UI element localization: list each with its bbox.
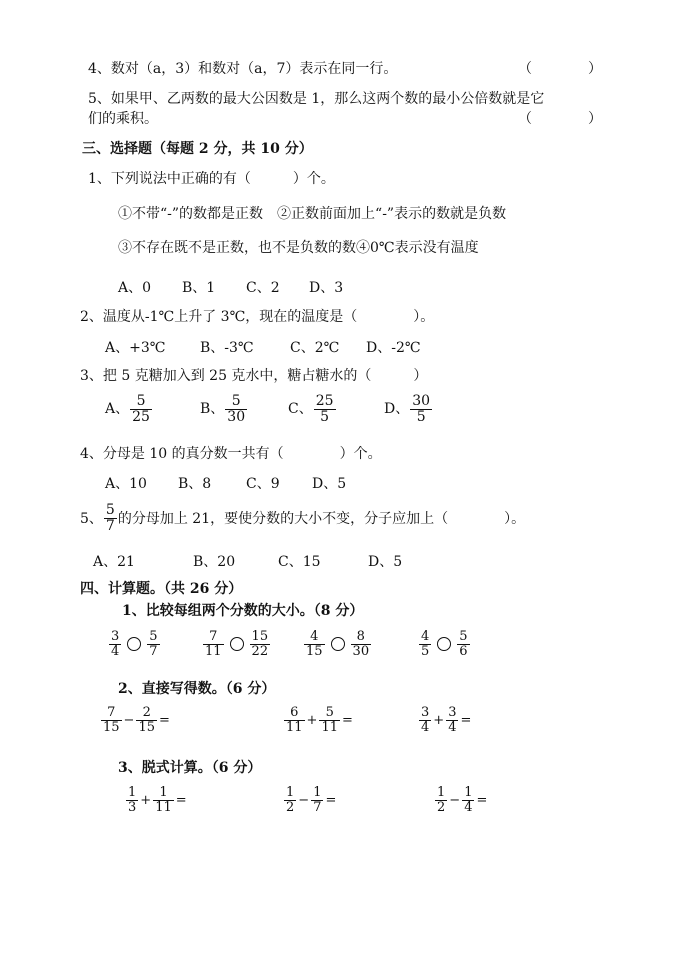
compare-pair-3 bbox=[303, 630, 372, 658]
compare-pair-1 bbox=[108, 630, 161, 658]
equals-sign: = bbox=[342, 712, 353, 728]
denominator: 7 bbox=[105, 517, 115, 534]
fraction bbox=[351, 630, 372, 658]
fraction bbox=[419, 630, 431, 658]
compare-circle[interactable] bbox=[230, 637, 244, 651]
equals-sign: = bbox=[476, 792, 488, 808]
option-label: A、 bbox=[105, 401, 130, 418]
denominator: 2 bbox=[286, 799, 295, 815]
choice-q1-option-a[interactable]: A、0 bbox=[118, 280, 152, 296]
denominator: 5 bbox=[421, 643, 430, 659]
fraction bbox=[446, 706, 458, 734]
numerator: 1 bbox=[313, 785, 322, 800]
fraction bbox=[153, 786, 174, 814]
choice-q5-option-b[interactable]: B、20 bbox=[193, 554, 236, 570]
choice-q5-stem: 的分母加上 21，要使分数的大小不变，分子应加上（ ）。 bbox=[117, 511, 526, 528]
option-label: B、 bbox=[200, 401, 225, 418]
fraction bbox=[225, 394, 247, 424]
choice-q1-option-c[interactable]: C、2 bbox=[246, 280, 280, 296]
choice-q2-stem: 2、温度从-1℃上升了 3℃，现在的温度是（ ）。 bbox=[80, 309, 435, 325]
compare-circle[interactable] bbox=[437, 637, 451, 651]
judge-q4-text: 4、数对（a，3）和数对（a，7）表示在同一行。 bbox=[88, 61, 398, 77]
stepwise-expr-3 bbox=[434, 786, 488, 814]
compare-circle[interactable] bbox=[127, 637, 141, 651]
denominator: 4 bbox=[448, 719, 457, 735]
denominator: 30 bbox=[227, 408, 246, 425]
denominator: 3 bbox=[128, 799, 137, 815]
section-choice-heading: 三、选择题（每题 2 分，共 10 分） bbox=[82, 141, 313, 157]
numerator: 4 bbox=[421, 629, 430, 644]
choice-q2-option-b[interactable]: B、-3℃ bbox=[200, 340, 254, 356]
operator: − bbox=[123, 712, 135, 728]
operator: − bbox=[298, 792, 310, 808]
fraction bbox=[126, 786, 138, 814]
choice-q1-option-d[interactable]: D、3 bbox=[309, 280, 344, 296]
denominator: 4 bbox=[421, 719, 430, 735]
denominator: 11 bbox=[286, 719, 303, 735]
judge-q5-answer-paren[interactable]: （ ） bbox=[518, 111, 602, 127]
choice-q4-option-b[interactable]: B、8 bbox=[178, 476, 212, 492]
numerator: 5 bbox=[105, 502, 115, 518]
fraction bbox=[101, 706, 122, 734]
numerator: 1 bbox=[286, 785, 295, 800]
compare-pair-2 bbox=[202, 630, 271, 658]
choice-q1-option-b[interactable]: B、1 bbox=[182, 280, 216, 296]
denominator: 4 bbox=[111, 643, 120, 659]
fraction bbox=[147, 630, 159, 658]
fraction bbox=[410, 394, 432, 424]
choice-q4-option-a[interactable]: A、10 bbox=[105, 476, 147, 492]
denominator: 2 bbox=[437, 799, 446, 815]
fraction bbox=[304, 630, 325, 658]
numerator: 8 bbox=[356, 629, 365, 644]
operator: + bbox=[140, 792, 152, 808]
fraction bbox=[250, 630, 271, 658]
denominator: 5 bbox=[410, 409, 432, 425]
denominator: 11 bbox=[205, 643, 222, 659]
calc-p1-title: 1、比较每组两个分数的大小。（8 分） bbox=[122, 603, 364, 619]
numerator: 15 bbox=[251, 629, 269, 644]
fraction bbox=[419, 706, 431, 734]
operator: + bbox=[306, 712, 318, 728]
fraction bbox=[457, 630, 469, 658]
denominator: 30 bbox=[352, 643, 370, 659]
numerator: 5 bbox=[231, 393, 241, 409]
judge-q4 bbox=[88, 58, 397, 78]
choice-q2-option-c[interactable]: C、2℃ bbox=[290, 340, 340, 356]
denominator: 11 bbox=[321, 719, 338, 735]
numerator: 3 bbox=[111, 629, 120, 644]
compare-pair-4 bbox=[418, 630, 471, 658]
fraction bbox=[284, 786, 296, 814]
choice-q4-option-d[interactable]: D、5 bbox=[312, 476, 347, 492]
denominator: 11 bbox=[155, 799, 172, 815]
denominator: 15 bbox=[138, 719, 155, 735]
stepwise-expr-2 bbox=[283, 786, 337, 814]
choice-q2-option-a[interactable]: A、+3℃ bbox=[105, 340, 166, 356]
direct-expr-1 bbox=[100, 706, 171, 734]
denominator: 6 bbox=[459, 643, 468, 659]
numerator: 4 bbox=[310, 629, 319, 644]
operator: − bbox=[449, 792, 461, 808]
denominator: 4 bbox=[464, 799, 473, 815]
equals-sign: = bbox=[325, 792, 337, 808]
fraction bbox=[203, 630, 224, 658]
operator: + bbox=[433, 712, 445, 728]
fraction bbox=[284, 706, 305, 734]
judge-q4-answer-paren[interactable]: （ ） bbox=[518, 61, 602, 77]
numerator: 3 bbox=[421, 705, 430, 720]
numerator: 5 bbox=[325, 705, 334, 720]
numerator: 1 bbox=[159, 785, 168, 800]
stepwise-expr-1 bbox=[125, 786, 188, 814]
choice-q1-statement-1: ①不带“-”的数都是正数 ②正数前面加上“-”表示的数就是负数 bbox=[118, 206, 507, 222]
choice-q3-option-c[interactable] bbox=[288, 394, 337, 424]
fraction bbox=[311, 786, 323, 814]
choice-q4-stem: 4、分母是 10 的真分数一共有（ ）个。 bbox=[80, 446, 382, 462]
numerator: 5 bbox=[149, 629, 158, 644]
choice-q1-stem: 1、下列说法中正确的有（ ）个。 bbox=[88, 171, 335, 187]
denominator: 25 bbox=[132, 408, 150, 425]
numerator: 30 bbox=[412, 393, 431, 409]
choice-q5-prefix: 5、 bbox=[80, 511, 103, 528]
numerator: 25 bbox=[315, 393, 334, 409]
choice-q5-option-d[interactable]: D、5 bbox=[368, 554, 403, 570]
option-label: C、 bbox=[288, 401, 313, 418]
choice-q4-option-c[interactable]: C、9 bbox=[246, 476, 280, 492]
denominator: 7 bbox=[149, 643, 158, 659]
choice-q3-option-b[interactable] bbox=[200, 394, 248, 424]
choice-q1-statement-2: ③不存在既不是正数，也不是负数的数④0℃表示没有温度 bbox=[118, 240, 479, 256]
equals-sign: = bbox=[175, 792, 187, 808]
numerator: 1 bbox=[437, 785, 446, 800]
direct-expr-3 bbox=[418, 706, 472, 734]
calc-p2-title: 2、直接写得数。（6 分） bbox=[118, 681, 276, 697]
numerator: 5 bbox=[136, 393, 146, 409]
numerator: 1 bbox=[128, 785, 137, 800]
compare-circle[interactable] bbox=[331, 637, 345, 651]
equals-sign: = bbox=[460, 712, 472, 728]
numerator: 7 bbox=[209, 629, 218, 644]
fraction bbox=[130, 394, 152, 424]
numerator: 5 bbox=[459, 629, 468, 644]
direct-expr-2 bbox=[283, 706, 354, 734]
choice-q5-option-a[interactable]: A、21 bbox=[93, 554, 135, 570]
fraction bbox=[104, 503, 117, 533]
denominator: 7 bbox=[313, 799, 322, 815]
equals-sign: = bbox=[159, 712, 170, 728]
fraction bbox=[462, 786, 474, 814]
numerator: 1 bbox=[464, 785, 473, 800]
fraction bbox=[109, 630, 121, 658]
choice-q2-option-d[interactable]: D、-2℃ bbox=[366, 340, 421, 356]
fraction bbox=[314, 394, 336, 424]
choice-q3-option-a[interactable] bbox=[105, 394, 153, 424]
section-calc-heading: 四、计算题。（共 26 分） bbox=[80, 581, 243, 597]
choice-q3-stem: 3、把 5 克糖加入到 25 克水中，糖占糖水的（ ） bbox=[80, 368, 428, 384]
fraction bbox=[435, 786, 447, 814]
denominator: 5 bbox=[314, 409, 336, 425]
judge-q5-line1: 5、如果甲、乙两数的最大公因数是 1，那么这两个数的最小公倍数就是它 bbox=[88, 91, 545, 107]
numerator: 7 bbox=[107, 705, 116, 720]
calc-p3-title: 3、脱式计算。（6 分） bbox=[118, 760, 262, 776]
denominator: 15 bbox=[103, 719, 120, 735]
numerator: 2 bbox=[142, 705, 151, 720]
option-label: D、 bbox=[384, 401, 410, 418]
choice-q3-option-d[interactable] bbox=[384, 394, 433, 424]
numerator: 6 bbox=[290, 705, 299, 720]
fraction bbox=[319, 706, 340, 734]
fraction bbox=[136, 706, 157, 734]
choice-q5-stem-line bbox=[80, 503, 525, 533]
denominator: 15 bbox=[306, 643, 323, 659]
denominator: 22 bbox=[251, 643, 269, 659]
numerator: 3 bbox=[448, 705, 457, 720]
judge-q5-line2: 们的乘积。 bbox=[88, 111, 158, 127]
choice-q5-option-c[interactable]: C、15 bbox=[278, 554, 321, 570]
